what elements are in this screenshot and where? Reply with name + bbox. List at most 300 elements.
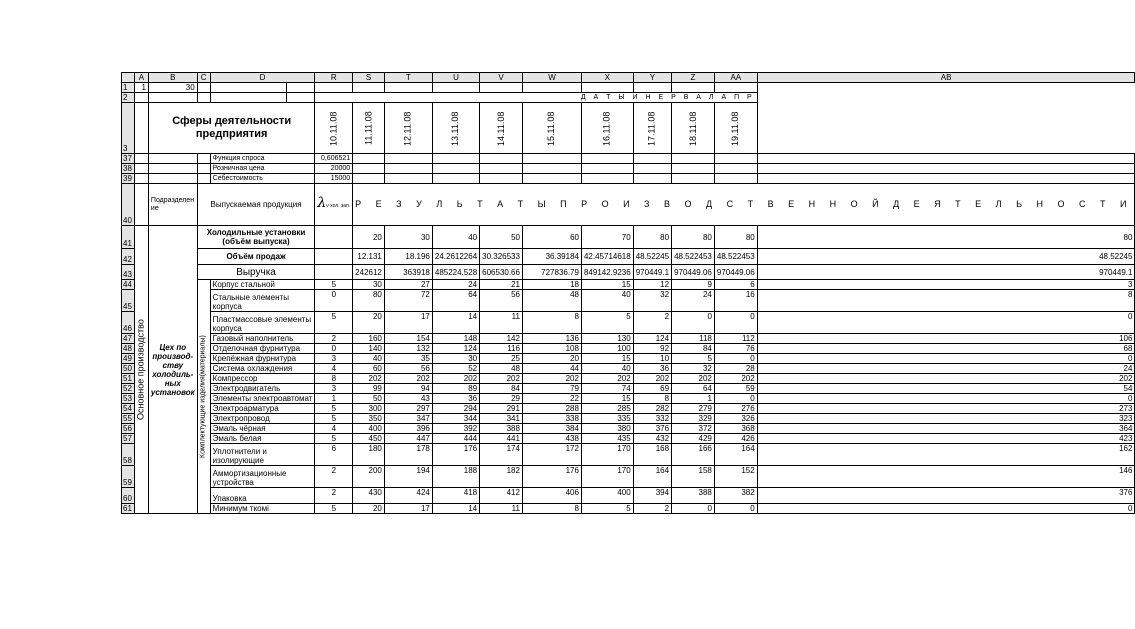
value-cell[interactable]: 202 <box>714 374 757 384</box>
value-cell[interactable]: 0 <box>757 354 1135 364</box>
results-header[interactable]: Р Е З У Л Ь Т А Т Ы П Р О И З В О Д С Т В Е Н Н О Й Д Е Я Т Е Л Ь Н О С Т И <box>353 184 1135 226</box>
row-header-3[interactable]: 3 <box>122 103 135 154</box>
value-cell[interactable]: 323 <box>757 414 1135 424</box>
value-cell[interactable]: 48.52245 <box>757 249 1135 265</box>
cell[interactable] <box>148 93 197 103</box>
value-cell[interactable]: 2 <box>633 312 671 334</box>
value-cell[interactable]: 20 <box>522 354 581 364</box>
date-header[interactable]: 15.11.08 <box>522 103 581 154</box>
cell[interactable] <box>134 103 148 154</box>
value-cell[interactable]: 3 <box>757 280 1135 290</box>
value-cell[interactable]: 0 <box>757 312 1135 334</box>
component-name[interactable]: Стальные элементы корпуса <box>210 290 315 312</box>
value-cell[interactable]: 158 <box>672 466 715 488</box>
column-header-z[interactable]: Z <box>672 73 715 83</box>
cell[interactable] <box>197 93 210 103</box>
value-cell[interactable]: 84 <box>480 384 523 394</box>
value-cell[interactable]: 394 <box>633 488 671 504</box>
value-cell[interactable]: 100 <box>581 344 633 354</box>
cell[interactable] <box>384 83 432 93</box>
value-cell[interactable]: 202 <box>757 374 1135 384</box>
param-value[interactable]: 0,606521 <box>315 154 353 164</box>
value-cell[interactable]: 418 <box>432 488 479 504</box>
value-cell[interactable]: 43 <box>384 394 432 404</box>
value-cell[interactable]: 412 <box>480 488 523 504</box>
row-header-46[interactable]: 46 <box>122 312 135 334</box>
value-cell[interactable]: 606530.66 <box>480 265 523 280</box>
value-cell[interactable]: 40 <box>353 354 385 364</box>
column-header-a[interactable]: A <box>134 73 148 83</box>
value-cell[interactable]: 170 <box>581 444 633 466</box>
value-cell[interactable]: 202 <box>384 374 432 384</box>
value-cell[interactable]: 12 <box>633 280 671 290</box>
value-cell[interactable]: 727836.79 <box>522 265 581 280</box>
summary-label[interactable]: Выручка <box>197 265 315 280</box>
value-cell[interactable]: 99 <box>353 384 385 394</box>
value-cell[interactable]: 74 <box>581 384 633 394</box>
row-header-49[interactable]: 49 <box>122 354 135 364</box>
cell[interactable] <box>672 164 715 174</box>
cell[interactable] <box>134 184 148 226</box>
value-cell[interactable]: 202 <box>522 374 581 384</box>
value-cell[interactable]: 441 <box>480 434 523 444</box>
value-cell[interactable]: 30 <box>384 226 432 249</box>
cell[interactable] <box>757 164 1135 174</box>
value-cell[interactable]: 384 <box>522 424 581 434</box>
value-cell[interactable]: 118 <box>672 334 715 344</box>
component-coefficient[interactable]: 4 <box>315 424 353 434</box>
value-cell[interactable]: 429 <box>672 434 715 444</box>
component-coefficient[interactable]: 5 <box>315 504 353 514</box>
value-cell[interactable]: 22 <box>522 394 581 404</box>
value-cell[interactable]: 40 <box>432 226 479 249</box>
column-header-c[interactable]: C <box>197 73 210 83</box>
product-header[interactable]: Выпускаемая продукция <box>197 184 315 226</box>
row-header-44[interactable]: 44 <box>122 280 135 290</box>
value-cell[interactable]: 12.131 <box>353 249 385 265</box>
value-cell[interactable]: 50 <box>353 394 385 404</box>
value-cell[interactable]: 178 <box>384 444 432 466</box>
summary-label[interactable]: Объём продаж <box>197 249 315 265</box>
cell[interactable] <box>134 164 148 174</box>
value-cell[interactable]: 69 <box>633 384 671 394</box>
cell[interactable] <box>714 154 757 164</box>
param-value[interactable]: 15000 <box>315 174 353 184</box>
value-cell[interactable]: 48 <box>480 364 523 374</box>
value-cell[interactable]: 124 <box>432 344 479 354</box>
value-cell[interactable]: 168 <box>633 444 671 466</box>
value-cell[interactable]: 849142.9236 <box>581 265 633 280</box>
cell[interactable] <box>384 174 432 184</box>
row-header-40[interactable]: 40 <box>122 184 135 226</box>
value-cell[interactable]: 140 <box>353 344 385 354</box>
cell[interactable] <box>432 154 479 164</box>
row-header-43[interactable]: 43 <box>122 265 135 280</box>
component-name[interactable]: Эмаль чёрная <box>210 424 315 434</box>
cell[interactable] <box>633 83 671 93</box>
cell[interactable] <box>210 93 286 103</box>
cell[interactable] <box>210 83 286 93</box>
value-cell[interactable]: 64 <box>432 290 479 312</box>
cell[interactable] <box>672 174 715 184</box>
component-coefficient[interactable]: 2 <box>315 488 353 504</box>
cell[interactable] <box>353 174 385 184</box>
value-cell[interactable]: 376 <box>757 488 1135 504</box>
param-label[interactable]: Розничная цена <box>210 164 315 174</box>
value-cell[interactable]: 164 <box>714 444 757 466</box>
value-cell[interactable]: 5 <box>672 354 715 364</box>
value-cell[interactable]: 174 <box>480 444 523 466</box>
value-cell[interactable]: 142 <box>480 334 523 344</box>
component-name[interactable]: Электроарматура <box>210 404 315 414</box>
value-cell[interactable]: 18 <box>522 280 581 290</box>
value-cell[interactable]: 25 <box>480 354 523 364</box>
value-cell[interactable]: 202 <box>353 374 385 384</box>
value-cell[interactable]: 288 <box>522 404 581 414</box>
value-cell[interactable]: 80 <box>714 226 757 249</box>
value-cell[interactable]: 970449.1 <box>633 265 671 280</box>
row-header-56[interactable]: 56 <box>122 424 135 434</box>
value-cell[interactable]: 172 <box>522 444 581 466</box>
value-cell[interactable]: 380 <box>581 424 633 434</box>
value-cell[interactable]: 18.196 <box>384 249 432 265</box>
cell[interactable] <box>384 164 432 174</box>
cell[interactable] <box>353 164 385 174</box>
value-cell[interactable]: 68 <box>757 344 1135 354</box>
value-cell[interactable]: 0 <box>672 312 715 334</box>
value-cell[interactable]: 108 <box>522 344 581 354</box>
value-cell[interactable]: 30 <box>353 280 385 290</box>
cell[interactable] <box>714 174 757 184</box>
value-cell[interactable]: 202 <box>480 374 523 384</box>
component-coefficient[interactable]: 5 <box>315 280 353 290</box>
dates-interval-header[interactable]: Д А Т Ы И Н Е Р В А Л А П Р <box>315 93 757 103</box>
row-header-48[interactable]: 48 <box>122 344 135 354</box>
cell[interactable] <box>522 154 581 164</box>
value-cell[interactable]: 44 <box>522 364 581 374</box>
value-cell[interactable]: 6 <box>714 280 757 290</box>
value-cell[interactable]: 0 <box>714 312 757 334</box>
component-name[interactable]: Электропровод <box>210 414 315 424</box>
row-header-55[interactable]: 55 <box>122 414 135 424</box>
value-cell[interactable]: 0 <box>757 394 1135 404</box>
value-cell[interactable]: 94 <box>384 384 432 394</box>
cell[interactable] <box>287 93 315 103</box>
value-cell[interactable]: 300 <box>353 404 385 414</box>
row-header-42[interactable]: 42 <box>122 249 135 265</box>
value-cell[interactable]: 8 <box>522 312 581 334</box>
value-cell[interactable]: 79 <box>522 384 581 394</box>
value-cell[interactable]: 5 <box>581 312 633 334</box>
component-name[interactable]: Упаковка <box>210 488 315 504</box>
value-cell[interactable]: 72 <box>384 290 432 312</box>
value-cell[interactable]: 202 <box>633 374 671 384</box>
component-name[interactable]: Эмаль белая <box>210 434 315 444</box>
component-name[interactable]: Компрессор <box>210 374 315 384</box>
value-cell[interactable]: 17 <box>384 504 432 514</box>
component-name[interactable]: Отделочная фурнитура <box>210 344 315 354</box>
cell[interactable] <box>480 164 523 174</box>
value-cell[interactable]: 112 <box>714 334 757 344</box>
value-cell[interactable]: 32 <box>672 364 715 374</box>
component-coefficient[interactable]: 8 <box>315 374 353 384</box>
row-header-50[interactable]: 50 <box>122 364 135 374</box>
component-name[interactable]: Уплотнители и изолирующие <box>210 444 315 466</box>
row-header-59[interactable]: 59 <box>122 466 135 488</box>
component-coefficient[interactable]: 6 <box>315 444 353 466</box>
cell[interactable] <box>757 154 1135 164</box>
value-cell[interactable]: 27 <box>384 280 432 290</box>
value-cell[interactable]: 423 <box>757 434 1135 444</box>
row-header-60[interactable]: 60 <box>122 488 135 504</box>
component-coefficient[interactable]: 5 <box>315 414 353 424</box>
row-header-51[interactable]: 51 <box>122 374 135 384</box>
value-cell[interactable]: 294 <box>432 404 479 414</box>
value-cell[interactable]: 21 <box>480 280 523 290</box>
value-cell[interactable]: 136 <box>522 334 581 344</box>
date-header[interactable]: 18.11.08 <box>672 103 715 154</box>
value-cell[interactable]: 376 <box>633 424 671 434</box>
cell[interactable] <box>757 174 1135 184</box>
value-cell[interactable]: 28 <box>714 364 757 374</box>
value-cell[interactable]: 20 <box>353 226 385 249</box>
column-header-t[interactable]: T <box>384 73 432 83</box>
value-cell[interactable]: 166 <box>672 444 715 466</box>
side-label-main-production[interactable]: Основное производство <box>134 226 148 514</box>
cell[interactable] <box>384 154 432 164</box>
value-cell[interactable]: 182 <box>480 466 523 488</box>
value-cell[interactable]: 438 <box>522 434 581 444</box>
value-cell[interactable]: 406 <box>522 488 581 504</box>
department-header[interactable]: Подразделен ие <box>148 184 197 226</box>
value-cell[interactable]: 59 <box>714 384 757 394</box>
column-header-d[interactable]: D <box>210 73 315 83</box>
component-coefficient[interactable]: 5 <box>315 434 353 444</box>
cell[interactable] <box>134 154 148 164</box>
value-cell[interactable]: 10 <box>633 354 671 364</box>
value-cell[interactable]: 435 <box>581 434 633 444</box>
value-cell[interactable]: 396 <box>384 424 432 434</box>
column-header-aa[interactable]: AA <box>714 73 757 83</box>
value-cell[interactable]: 400 <box>581 488 633 504</box>
cell[interactable] <box>315 265 353 280</box>
value-cell[interactable]: 56 <box>480 290 523 312</box>
cell[interactable] <box>432 174 479 184</box>
cell[interactable] <box>353 154 385 164</box>
value-cell[interactable]: 60 <box>353 364 385 374</box>
component-coefficient[interactable]: 0 <box>315 344 353 354</box>
value-cell[interactable]: 202 <box>672 374 715 384</box>
value-cell[interactable]: 276 <box>714 404 757 414</box>
value-cell[interactable]: 132 <box>384 344 432 354</box>
row-header-45[interactable]: 45 <box>122 290 135 312</box>
sheet-title[interactable]: Сферы деятельности предприятия <box>148 103 315 154</box>
cell[interactable] <box>480 154 523 164</box>
cell[interactable] <box>480 83 523 93</box>
value-cell[interactable]: 291 <box>480 404 523 414</box>
value-cell[interactable]: 89 <box>432 384 479 394</box>
value-cell[interactable]: 188 <box>432 466 479 488</box>
cell[interactable] <box>633 164 671 174</box>
value-cell[interactable]: 148 <box>432 334 479 344</box>
row-header-1[interactable]: 1 <box>122 83 135 93</box>
component-coefficient[interactable]: 2 <box>315 334 353 344</box>
value-cell[interactable]: 40 <box>581 364 633 374</box>
cell[interactable] <box>480 174 523 184</box>
value-cell[interactable]: 80 <box>353 290 385 312</box>
value-cell[interactable]: 76 <box>714 344 757 354</box>
value-cell[interactable]: 0 <box>714 354 757 364</box>
cell-b1[interactable]: 30 <box>148 83 197 93</box>
component-name[interactable]: Аммортизационные устройства <box>210 466 315 488</box>
date-header[interactable]: 10.11.08 <box>315 103 353 154</box>
column-header-r[interactable]: R <box>315 73 353 83</box>
value-cell[interactable]: 194 <box>384 466 432 488</box>
value-cell[interactable]: 11 <box>480 312 523 334</box>
column-header-x[interactable]: X <box>581 73 633 83</box>
value-cell[interactable]: 970449.06 <box>714 265 757 280</box>
value-cell[interactable]: 84 <box>672 344 715 354</box>
value-cell[interactable]: 48.522453 <box>672 249 715 265</box>
value-cell[interactable]: 80 <box>633 226 671 249</box>
cell[interactable] <box>633 154 671 164</box>
row-header-47[interactable]: 47 <box>122 334 135 344</box>
value-cell[interactable]: 160 <box>353 334 385 344</box>
cell[interactable] <box>197 83 210 93</box>
component-name[interactable]: Электродвигатель <box>210 384 315 394</box>
cell[interactable] <box>581 154 633 164</box>
lambda-header[interactable] <box>315 184 353 226</box>
component-coefficient[interactable]: 5 <box>315 404 353 414</box>
value-cell[interactable]: 432 <box>633 434 671 444</box>
value-cell[interactable]: 297 <box>384 404 432 414</box>
value-cell[interactable]: 350 <box>353 414 385 424</box>
component-name[interactable]: Крепёжная фурнитура <box>210 354 315 364</box>
cell[interactable] <box>197 174 210 184</box>
cell[interactable] <box>633 174 671 184</box>
value-cell[interactable]: 80 <box>757 226 1135 249</box>
cell[interactable] <box>287 83 315 93</box>
value-cell[interactable]: 329 <box>672 414 715 424</box>
value-cell[interactable]: 392 <box>432 424 479 434</box>
value-cell[interactable]: 368 <box>714 424 757 434</box>
value-cell[interactable]: 15 <box>581 354 633 364</box>
value-cell[interactable]: 14 <box>432 312 479 334</box>
component-name[interactable]: Система охлаждения <box>210 364 315 374</box>
components-label[interactable]: Комплектующие изделия(материалы) <box>197 280 210 514</box>
value-cell[interactable]: 24 <box>672 290 715 312</box>
value-cell[interactable]: 8 <box>633 394 671 404</box>
select-all-corner[interactable] <box>122 73 135 83</box>
date-header[interactable]: 13.11.08 <box>432 103 479 154</box>
value-cell[interactable]: 40 <box>581 290 633 312</box>
component-coefficient[interactable]: 1 <box>315 394 353 404</box>
value-cell[interactable]: 106 <box>757 334 1135 344</box>
value-cell[interactable]: 54 <box>757 384 1135 394</box>
row-header-58[interactable]: 58 <box>122 444 135 466</box>
value-cell[interactable]: 48 <box>522 290 581 312</box>
param-label[interactable]: Функция спроса <box>210 154 315 164</box>
column-header-u[interactable]: U <box>432 73 479 83</box>
component-coefficient[interactable]: 2 <box>315 466 353 488</box>
row-header-39[interactable]: 39 <box>122 174 135 184</box>
cell[interactable] <box>522 174 581 184</box>
cell[interactable] <box>432 164 479 174</box>
value-cell[interactable]: 146 <box>757 466 1135 488</box>
column-header-w[interactable]: W <box>522 73 581 83</box>
cell[interactable] <box>672 83 715 93</box>
value-cell[interactable]: 24 <box>432 280 479 290</box>
param-label[interactable]: Себестоимость <box>210 174 315 184</box>
component-name[interactable]: Элементы электроавтомат <box>210 394 315 404</box>
value-cell[interactable]: 24.2612264 <box>432 249 479 265</box>
value-cell[interactable]: 116 <box>480 344 523 354</box>
spreadsheet-grid[interactable] <box>121 72 1135 514</box>
value-cell[interactable]: 0 <box>714 504 757 514</box>
value-cell[interactable]: 970449.06 <box>672 265 715 280</box>
param-value[interactable]: 20000 <box>315 164 353 174</box>
value-cell[interactable]: 424 <box>384 488 432 504</box>
value-cell[interactable]: 970449.1 <box>757 265 1135 280</box>
value-cell[interactable]: 450 <box>353 434 385 444</box>
value-cell[interactable]: 17 <box>384 312 432 334</box>
date-header[interactable]: 11.11.08 <box>353 103 385 154</box>
cell[interactable] <box>315 249 353 265</box>
date-header[interactable]: 12.11.08 <box>384 103 432 154</box>
value-cell[interactable]: 92 <box>633 344 671 354</box>
value-cell[interactable]: 400 <box>353 424 385 434</box>
component-name[interactable]: Корпус стальной <box>210 280 315 290</box>
row-header-53[interactable]: 53 <box>122 394 135 404</box>
value-cell[interactable]: 29 <box>480 394 523 404</box>
cell[interactable] <box>197 164 210 174</box>
cell[interactable] <box>315 226 353 249</box>
cell[interactable] <box>148 174 197 184</box>
value-cell[interactable]: 1 <box>672 394 715 404</box>
value-cell[interactable]: 341 <box>480 414 523 424</box>
value-cell[interactable]: 430 <box>353 488 385 504</box>
value-cell[interactable]: 364 <box>757 424 1135 434</box>
value-cell[interactable]: 0 <box>757 504 1135 514</box>
cell[interactable] <box>148 164 197 174</box>
value-cell[interactable]: 42.45714618 <box>581 249 633 265</box>
value-cell[interactable]: 485224.528 <box>432 265 479 280</box>
date-header[interactable]: 16.11.08 <box>581 103 633 154</box>
component-coefficient[interactable]: 3 <box>315 384 353 394</box>
summary-label[interactable]: Холодильные установки (объём выпуска) <box>197 226 315 249</box>
value-cell[interactable]: 11 <box>480 504 523 514</box>
value-cell[interactable]: 273 <box>757 404 1135 414</box>
value-cell[interactable]: 9 <box>672 280 715 290</box>
cell[interactable] <box>432 83 479 93</box>
value-cell[interactable]: 48.522453 <box>714 249 757 265</box>
value-cell[interactable]: 285 <box>581 404 633 414</box>
cell[interactable] <box>581 164 633 174</box>
row-header-2[interactable]: 2 <box>122 93 135 103</box>
cell[interactable] <box>353 83 385 93</box>
cell[interactable] <box>522 83 581 93</box>
cell[interactable] <box>134 93 148 103</box>
value-cell[interactable]: 56 <box>384 364 432 374</box>
cell[interactable] <box>148 154 197 164</box>
value-cell[interactable]: 444 <box>432 434 479 444</box>
column-header-v[interactable]: V <box>480 73 523 83</box>
date-header[interactable]: 14.11.08 <box>480 103 523 154</box>
column-header-s[interactable]: S <box>353 73 385 83</box>
component-name[interactable]: Пластмассовые элементы корпуса <box>210 312 315 334</box>
row-header-41[interactable]: 41 <box>122 226 135 249</box>
value-cell[interactable]: 242612 <box>353 265 385 280</box>
